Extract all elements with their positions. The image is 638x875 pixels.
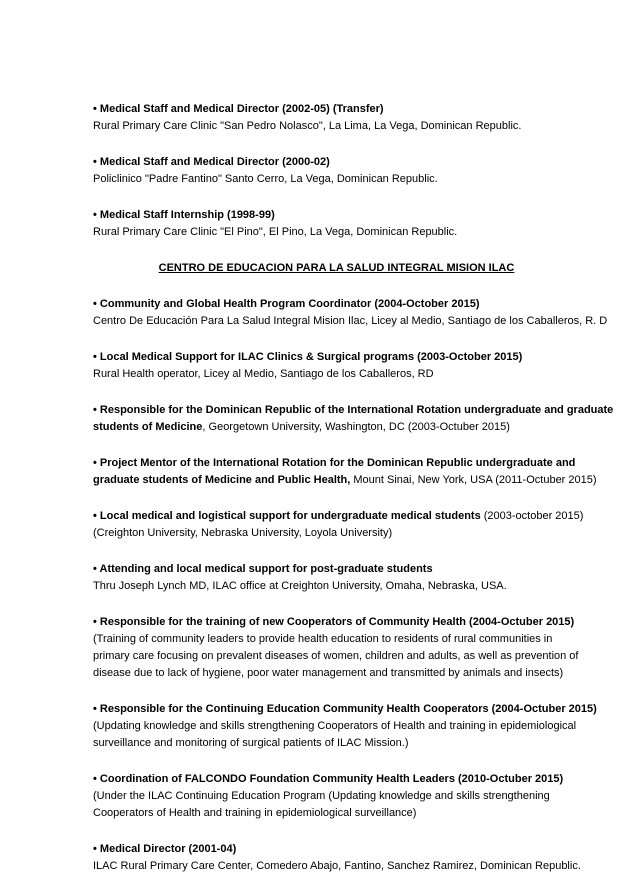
entry-title-continued: students of Medicine [93,421,203,433]
experience-entry [93,402,614,436]
experience-entry [93,561,598,595]
entry-title: • Responsible for the Dominican Republic of the International Rotation undergraduate and graduate [93,404,614,416]
entry-title: • Medical Staff and Medical Director (2000-02) [93,156,330,168]
entry-title: • Community and Global Health Program Coordinator (2004-October 2015) [93,298,480,310]
entry-detail: Mount Sinai, New York, USA (2011-Octuber 2015) [350,474,597,486]
experience-entry [93,154,598,188]
experience-entry [93,841,598,875]
entry-title-line [93,419,598,436]
entry-detail: ILAC Rural Primary Care Center, Comedero Abajo, Fantino, Sanchez Ramirez, Dominican Republic. [93,860,581,872]
experience-entry [93,455,598,489]
entry-title: • Local medical and logistical support for undergraduate medical students [93,510,481,522]
entry-detail: Rural Primary Care Clinic "El Pino", El Pino, La Vega, Dominican Republic. [93,226,458,238]
entry-title: • Medical Director (2001-04) [93,843,237,855]
entry-title-continued: graduate students of Medicine and Public Health, [93,474,351,486]
entry-title: • Medical Staff Internship (1998-99) [93,209,275,221]
entry-title: • Responsible for the Continuing Education Community Health Cooperators (2004-Octuber 2015) [93,703,597,715]
entry-detail: (Training of community leaders to provide health education to residents of rural communities in [93,633,553,645]
entry-title: • Project Mentor of the International Rotation for the Dominican Republic undergraduate and [93,457,576,469]
entry-title: • Local Medical Support for ILAC Clinics & Surgical programs (2003-October 2015) [93,351,523,363]
entry-detail: Centro De Educación Para La Salud Integral Mision Ilac, Licey al Medio, Santiago de los Caballeros, R. D [93,315,608,327]
experience-entry [93,101,598,135]
entry-detail: Rural Health operator, Licey al Medio, Santiago de los Caballeros, RD [93,368,434,380]
entry-detail: Rural Primary Care Clinic "San Pedro Nolasco", La Lima, La Vega, Dominican Republic. [93,120,522,132]
experience-entry [93,296,608,330]
experience-entry [93,701,598,752]
experience-entry [93,207,598,241]
entry-title: • Responsible for the training of new Cooperators of Community Health (2004-Octuber 2015) [93,616,575,628]
entry-detail: Policlinico "Padre Fantino" Santo Cerro, La Vega, Dominican Republic. [93,173,438,185]
experience-entry [93,771,598,822]
entry-date: (2003-october 2015) [480,510,584,522]
entry-title-line [93,508,598,525]
entry-detail: (Under the ILAC Continuing Education Program (Updating knowledge and skills strengthening [93,790,550,802]
section-title: CENTRO DE EDUCACION PARA LA SALUD INTEGRAL MISION ILAC [158,262,515,274]
entry-detail: Cooperators of Health and training in epidemiological surveillance) [93,807,417,819]
entry-detail: (Creighton University, Nebraska University, Loyola University) [93,527,393,539]
entry-detail: disease due to lack of hygiene, poor water management and transmitted by animals and insects) [93,667,564,679]
experience-entry [93,349,598,383]
entry-title: • Coordination of FALCONDO Foundation Community Health Leaders (2010-Octuber 2015) [93,773,564,785]
entry-detail: primary care focusing on prevalent diseases of women, children and adults, as well as prevention of [93,650,579,662]
entry-title: • Attending and local medical support for post-graduate students [93,563,433,575]
entry-title-line [93,472,598,489]
entry-title: • Medical Staff and Medical Director (2002-05) (Transfer) [93,103,384,115]
entry-detail: (Updating knowledge and skills strengthening Cooperators of Health and training in epidemiological [93,720,577,732]
experience-entry [93,508,598,542]
experience-entry [93,614,598,682]
entry-detail: Thru Joseph Lynch MD, ILAC office at Creighton University, Omaha, Nebraska, USA. [93,580,507,592]
entry-detail: , Georgetown University, Washington, DC (2003-Octuber 2015) [202,421,510,433]
entry-detail: surveillance and monitoring of surgical patients of ILAC Mission.) [93,737,409,749]
